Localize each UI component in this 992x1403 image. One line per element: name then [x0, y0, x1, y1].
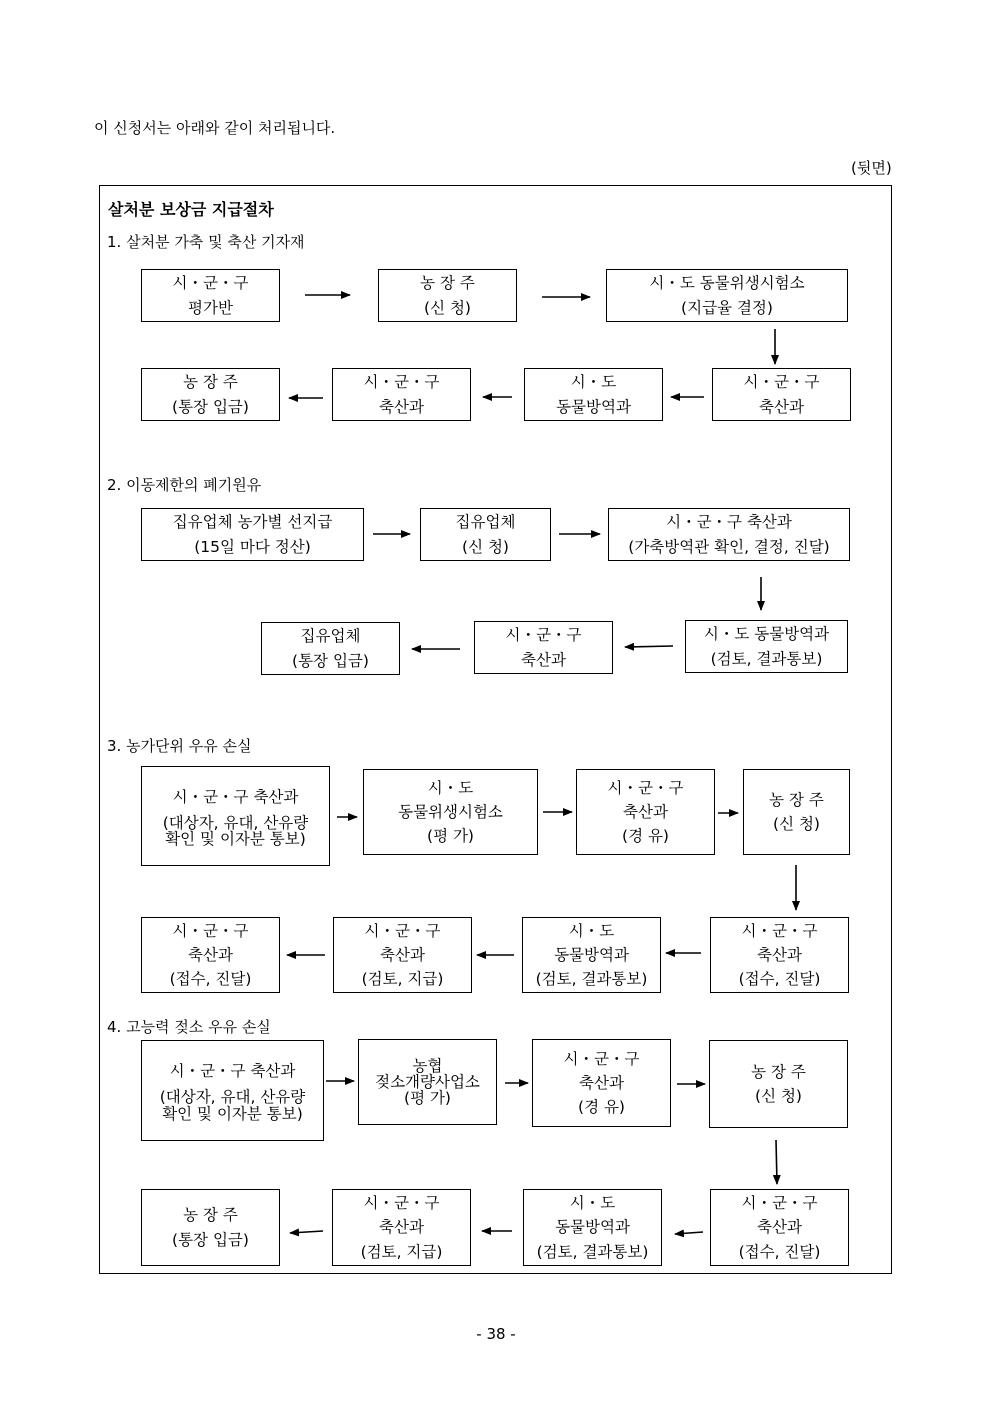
flow-box-line: (통장 입금)	[172, 397, 249, 416]
flow-box-line: (검토, 결과통보)	[535, 970, 648, 988]
flow-box-line: 시・군・구 축산과	[169, 1062, 296, 1081]
flow-box-line: 동물방역과	[554, 945, 629, 964]
flow-box-line: 젖소개량사업소	[375, 1072, 480, 1091]
flow-box-line: 시・도 동물방역과	[703, 625, 830, 644]
flow-box-line: 축산과	[380, 945, 425, 964]
flow-box-line: (평 가)	[427, 827, 474, 845]
flow-box-line: (지급율 결정)	[681, 298, 773, 317]
flow-box-line: 축산과	[188, 945, 233, 964]
flow-box-line: 농협	[412, 1056, 443, 1075]
flow-box-line: 시・군・구	[172, 921, 249, 940]
flow-box-line: 시・군・구	[607, 778, 684, 797]
flow-box-line: (신 청)	[755, 1087, 802, 1105]
flow-box-line: 축산과	[757, 1218, 802, 1237]
arrow-down	[776, 1140, 777, 1184]
arrow-left	[290, 1231, 323, 1233]
arrow-left	[625, 646, 673, 647]
flow-box-line: 시・군・구	[363, 373, 440, 392]
flow-box-line: 축산과	[521, 650, 566, 669]
flow-box-line: 축산과	[757, 945, 802, 964]
intro-text: 이 신청서는 아래와 같이 처리됩니다.	[94, 119, 336, 137]
flow-box-line: (가축방역관 확인, 결정, 진달)	[628, 537, 830, 556]
flow-box-line: 시・도	[427, 778, 474, 797]
flow-box-line: 축산과	[379, 1218, 424, 1237]
flow-box-line: 농 장 주	[183, 373, 238, 392]
flow-box-line: 시・도	[570, 373, 617, 392]
flow-box-line: 시・도	[569, 1194, 616, 1213]
flow-box-line: 확인 및 이자분 통보)	[162, 1104, 303, 1123]
flow-box-line: 시・군・구	[741, 921, 818, 940]
flow-box-line: 동물위생시험소	[398, 802, 503, 821]
flow-box-line: (15일 마다 정산)	[194, 537, 311, 556]
flow-box-line: (통장 입금)	[292, 651, 369, 670]
flow-box-line: 축산과	[759, 397, 804, 416]
section-heading: 3. 농가단위 우유 손실	[107, 737, 252, 755]
flow-box-line: 축산과	[379, 397, 424, 416]
flow-box-line: (접수, 진달)	[738, 1242, 821, 1261]
flow-box-line: 시・군・구	[172, 274, 249, 293]
flow-box-line: 시・군・구	[364, 921, 441, 940]
flow-box-line: (대상자, 유대, 산유량	[162, 813, 309, 832]
flow-box-line: 농 장 주	[769, 790, 824, 809]
flow-box-line: 확인 및 이자분 통보)	[165, 830, 306, 848]
section-heading: 4. 고능력 젖소 우유 손실	[107, 1018, 271, 1036]
flow-box-line: (신 청)	[462, 537, 509, 556]
flow-box-line: 축산과	[623, 802, 668, 821]
arrow-left	[675, 1232, 703, 1234]
flow-box-line: (대상자, 유대, 산유량	[159, 1088, 306, 1107]
flow-box-line: 평가반	[188, 298, 233, 317]
flow-box-line: 시・군・구	[505, 626, 582, 645]
flow-box-line: (평 가)	[404, 1089, 451, 1108]
flow-box-line: 동물방역과	[556, 397, 631, 416]
flow-box-line: 농 장 주	[183, 1206, 238, 1225]
flow-box-line: 집유업체 농가별 선지급	[172, 513, 333, 532]
section-heading: 1. 살처분 가축 및 축산 기자재	[107, 233, 305, 251]
flow-box-line: (신 청)	[773, 815, 820, 833]
flow-box-line: 시・군・구 축산과	[666, 513, 792, 532]
flow-box-line: (신 청)	[424, 298, 471, 317]
frame-title: 살처분 보상금 지급절차	[108, 200, 274, 219]
flow-box-line: 집유업체	[300, 627, 361, 646]
flow-box-line: (접수, 진달)	[738, 970, 821, 988]
flow-box-line: 동물방역과	[555, 1218, 630, 1237]
flow-box-line: 집유업체	[455, 513, 516, 532]
flow-box-line: (경 유)	[622, 827, 669, 845]
flow-box-line: 시・군・구	[563, 1049, 640, 1068]
flow-box-line: 농 장 주	[420, 274, 475, 293]
back-label: (뒷면)	[851, 159, 892, 177]
flow-box-line: (검토, 지급)	[361, 970, 444, 988]
flow-box-line: (검토, 지급)	[360, 1242, 443, 1261]
flow-box-line: 시・군・구	[363, 1194, 440, 1213]
flow-box-line: 농 장 주	[751, 1062, 806, 1081]
section-heading: 2. 이동제한의 폐기원유	[107, 476, 262, 494]
flow-box-line: 축산과	[579, 1073, 624, 1092]
flow-box-line: 시・군・구 축산과	[172, 787, 299, 806]
flow-box-line: 시・도 동물위생시험소	[649, 274, 805, 293]
flow-box-line: (검토, 결과통보)	[710, 649, 823, 668]
flow-box-line: 시・도	[568, 921, 615, 940]
flow-box-line: (경 유)	[578, 1098, 625, 1116]
flow-box-line: (통장 입금)	[172, 1230, 249, 1249]
flow-box-line: 시・군・구	[743, 373, 820, 392]
flow-box-line: (접수, 진달)	[169, 970, 252, 988]
flow-box-line: 시・군・구	[741, 1194, 818, 1213]
flow-box-line: (검토, 결과통보)	[536, 1242, 649, 1261]
page-number: - 38 -	[476, 1325, 516, 1343]
